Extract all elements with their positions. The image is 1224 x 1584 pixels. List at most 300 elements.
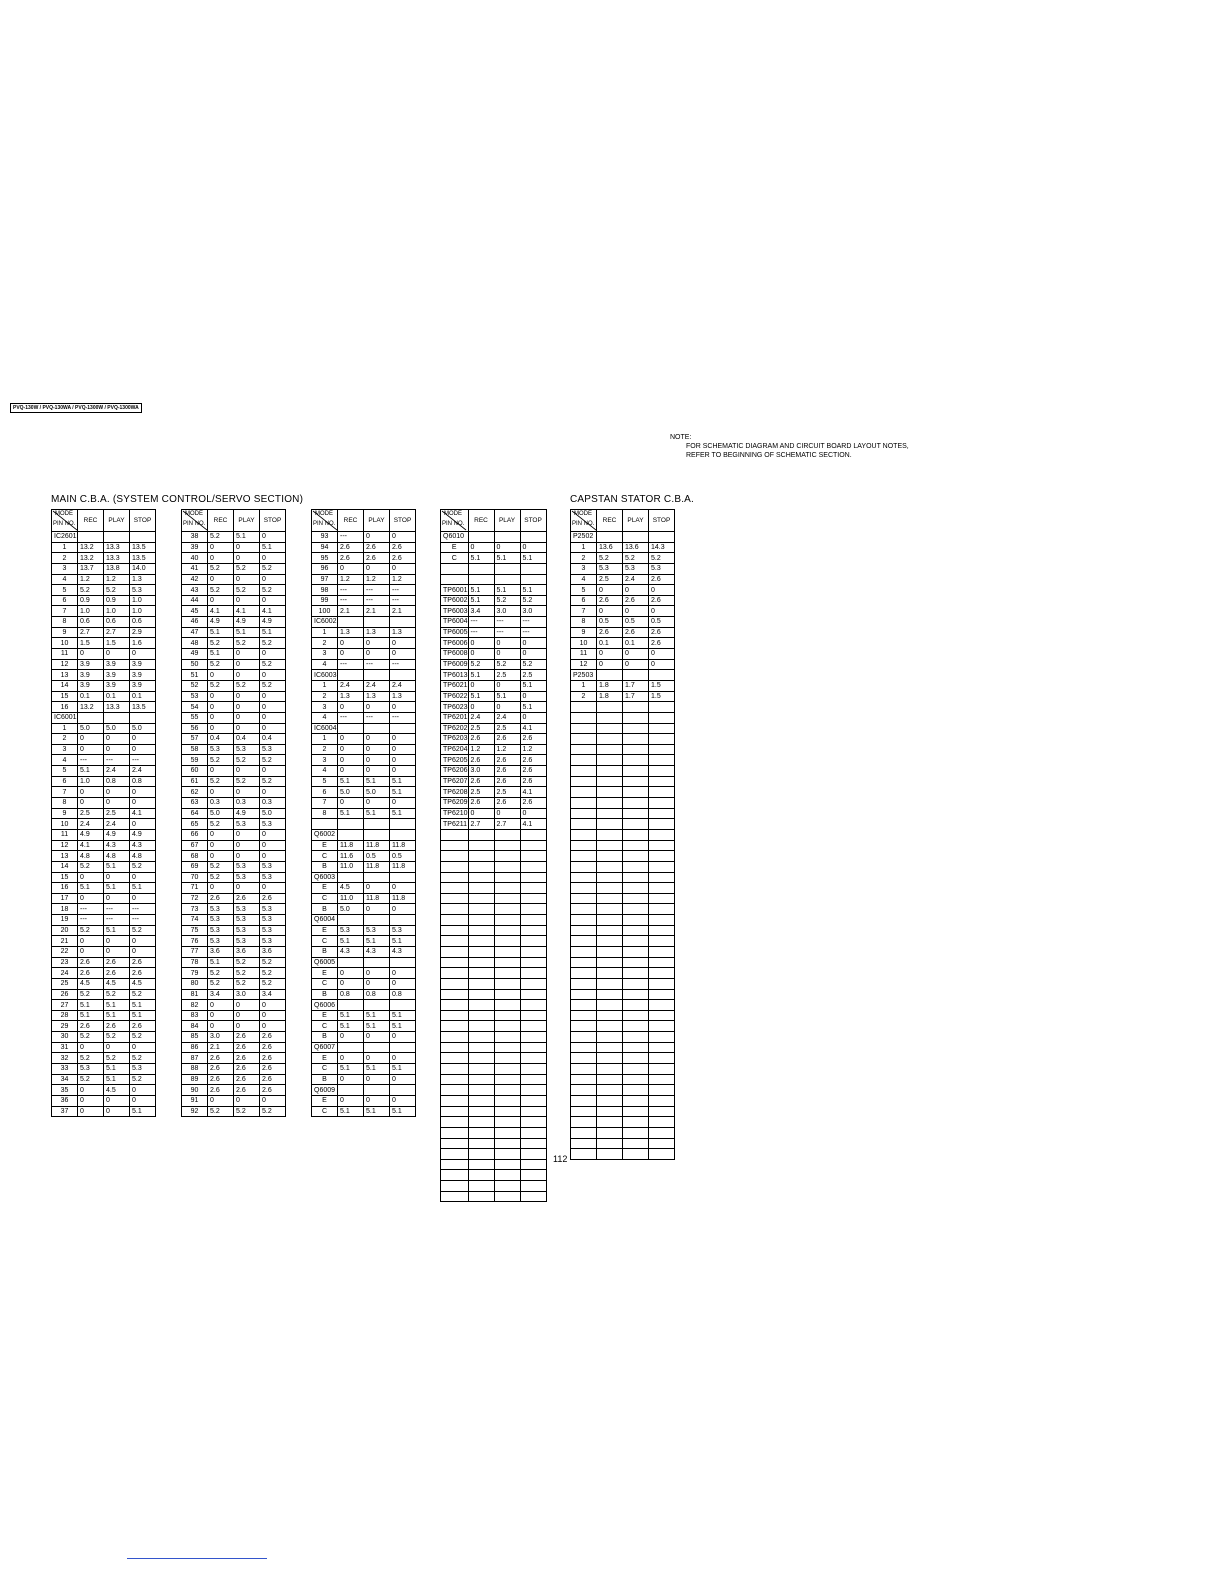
stop-value: --- bbox=[130, 915, 156, 926]
empty-cell bbox=[441, 989, 469, 1000]
pin-cell: 38 bbox=[182, 532, 208, 543]
rec-value: 5.1 bbox=[78, 1000, 104, 1011]
rec-value: 5.3 bbox=[208, 936, 234, 947]
table-row bbox=[182, 766, 286, 777]
play-value: 2.5 bbox=[494, 670, 520, 681]
stop-value: 0 bbox=[260, 595, 286, 606]
pin-cell: TP6005 bbox=[441, 627, 469, 638]
table-row bbox=[52, 649, 156, 660]
empty-cell bbox=[468, 1106, 494, 1117]
empty-cell bbox=[441, 1074, 469, 1085]
stop-value: 0 bbox=[130, 787, 156, 798]
table-row bbox=[52, 1053, 156, 1064]
empty-cell bbox=[597, 851, 623, 862]
rec-value: 3.4 bbox=[208, 989, 234, 1000]
pin-cell: 70 bbox=[182, 872, 208, 883]
table-row bbox=[571, 585, 675, 596]
table-row bbox=[441, 766, 547, 777]
empty-cell bbox=[338, 1042, 364, 1053]
empty-cell bbox=[649, 1053, 675, 1064]
empty-cell bbox=[649, 1021, 675, 1032]
stop-value: 0 bbox=[260, 1010, 286, 1021]
play-value: 2.6 bbox=[494, 755, 520, 766]
pin-cell: 13 bbox=[52, 670, 78, 681]
stop-value: 0 bbox=[390, 563, 416, 574]
play-value: 2.7 bbox=[494, 819, 520, 830]
stop-value: 0 bbox=[130, 1095, 156, 1106]
stop-value: 3.9 bbox=[130, 659, 156, 670]
pin-cell: 2 bbox=[52, 553, 78, 564]
table-row bbox=[441, 776, 547, 787]
pin-cell: 15 bbox=[52, 691, 78, 702]
play-value: 5.2 bbox=[234, 585, 260, 596]
rec-value: 0 bbox=[208, 553, 234, 564]
pin-cell: 34 bbox=[52, 1074, 78, 1085]
empty-cell bbox=[468, 532, 494, 543]
stop-value: 5.3 bbox=[260, 925, 286, 936]
stop-value: 1.0 bbox=[130, 595, 156, 606]
empty-cell bbox=[441, 851, 469, 862]
empty-cell bbox=[597, 936, 623, 947]
empty-cell bbox=[571, 1074, 597, 1085]
empty-cell bbox=[623, 670, 649, 681]
empty-cell bbox=[649, 1095, 675, 1106]
stop-value: 0 bbox=[260, 702, 286, 713]
empty-cell bbox=[441, 1053, 469, 1064]
empty-cell bbox=[571, 915, 597, 926]
table-row bbox=[312, 532, 416, 543]
play-value: 5.3 bbox=[234, 915, 260, 926]
table-row bbox=[312, 872, 416, 883]
table-row bbox=[182, 925, 286, 936]
rec-value: 0 bbox=[338, 744, 364, 755]
pin-cell: TP6022 bbox=[441, 691, 469, 702]
rec-value: 0 bbox=[468, 808, 494, 819]
play-value: 0 bbox=[494, 702, 520, 713]
pin-cell: 95 bbox=[312, 553, 338, 564]
empty-cell bbox=[597, 925, 623, 936]
stop-value: 0 bbox=[260, 670, 286, 681]
model-list: PVQ-130W / PVQ-130WA / PVQ-1300W / PVQ-1300WA bbox=[10, 403, 142, 413]
table-row bbox=[571, 553, 675, 564]
empty-cell bbox=[571, 1032, 597, 1043]
pin-cell: 14 bbox=[52, 680, 78, 691]
empty-cell bbox=[364, 829, 390, 840]
rec-value: 2.6 bbox=[338, 542, 364, 553]
pin-cell: E bbox=[312, 1095, 338, 1106]
table-row bbox=[571, 755, 675, 766]
empty-cell bbox=[597, 808, 623, 819]
stop-value: 2.6 bbox=[130, 968, 156, 979]
header-stop: STOP bbox=[260, 510, 286, 532]
pin-no-label: PIN NO. bbox=[53, 521, 76, 527]
rec-value: 0 bbox=[208, 691, 234, 702]
empty-cell bbox=[338, 915, 364, 926]
table-row bbox=[182, 712, 286, 723]
table-row bbox=[52, 606, 156, 617]
pin-cell: 4 bbox=[571, 574, 597, 585]
empty-cell bbox=[494, 1191, 520, 1202]
table-row bbox=[571, 1042, 675, 1053]
play-value: 0 bbox=[364, 904, 390, 915]
table-row bbox=[441, 861, 547, 872]
empty-cell bbox=[441, 1000, 469, 1011]
stop-value: 0.6 bbox=[130, 617, 156, 628]
table-row bbox=[571, 563, 675, 574]
play-value: 0 bbox=[234, 691, 260, 702]
table-row bbox=[441, 893, 547, 904]
pin-cell: 5 bbox=[571, 585, 597, 596]
empty-cell bbox=[597, 861, 623, 872]
mode-pin-header bbox=[182, 510, 208, 532]
header-rec: REC bbox=[208, 510, 234, 532]
empty-cell bbox=[520, 946, 546, 957]
empty-cell bbox=[623, 1032, 649, 1043]
rec-value: --- bbox=[78, 904, 104, 915]
table-row bbox=[52, 1085, 156, 1096]
rec-value: 5.2 bbox=[208, 819, 234, 830]
stop-value: 0 bbox=[260, 649, 286, 660]
play-value: 5.2 bbox=[104, 1032, 130, 1043]
play-value: 2.6 bbox=[364, 542, 390, 553]
empty-cell bbox=[571, 1010, 597, 1021]
play-value: 0 bbox=[234, 883, 260, 894]
pin-cell: 11 bbox=[571, 649, 597, 660]
pin-cell: 5 bbox=[312, 776, 338, 787]
table-row bbox=[182, 617, 286, 628]
play-value: --- bbox=[104, 755, 130, 766]
play-value: 0 bbox=[234, 702, 260, 713]
stop-value: 4.3 bbox=[390, 946, 416, 957]
rec-value: 5.3 bbox=[208, 904, 234, 915]
play-value: 4.5 bbox=[104, 978, 130, 989]
play-value: 5.3 bbox=[364, 925, 390, 936]
stop-value: 2.6 bbox=[390, 553, 416, 564]
stop-value: 0 bbox=[390, 1095, 416, 1106]
empty-cell bbox=[571, 893, 597, 904]
pin-cell: 31 bbox=[52, 1042, 78, 1053]
table-row bbox=[571, 1127, 675, 1138]
play-value: 13.3 bbox=[104, 553, 130, 564]
pin-cell: 7 bbox=[52, 606, 78, 617]
table-row bbox=[312, 542, 416, 553]
empty-cell bbox=[571, 883, 597, 894]
rec-value: 1.8 bbox=[597, 691, 623, 702]
empty-cell bbox=[571, 989, 597, 1000]
pin-cell: 53 bbox=[182, 691, 208, 702]
play-value: 2.6 bbox=[494, 734, 520, 745]
empty-cell bbox=[597, 904, 623, 915]
empty-cell bbox=[390, 1000, 416, 1011]
table-row bbox=[182, 606, 286, 617]
rec-value: 0 bbox=[338, 798, 364, 809]
rec-value: 5.2 bbox=[468, 659, 494, 670]
rec-value: 0 bbox=[208, 574, 234, 585]
empty-cell bbox=[494, 1074, 520, 1085]
stop-value: 0 bbox=[260, 532, 286, 543]
table-row bbox=[312, 904, 416, 915]
table-row bbox=[571, 872, 675, 883]
pin-cell: TP6207 bbox=[441, 776, 469, 787]
rec-value: 5.2 bbox=[208, 563, 234, 574]
pin-cell: 63 bbox=[182, 798, 208, 809]
stop-value: 0 bbox=[520, 691, 546, 702]
rec-value: --- bbox=[338, 659, 364, 670]
table-row bbox=[52, 883, 156, 894]
empty-cell bbox=[468, 1074, 494, 1085]
play-value: 0 bbox=[364, 1053, 390, 1064]
rec-value: 0 bbox=[208, 1021, 234, 1032]
stop-value: 4.9 bbox=[130, 829, 156, 840]
empty-cell bbox=[494, 1181, 520, 1192]
table-row bbox=[441, 649, 547, 660]
play-value: 5.3 bbox=[234, 861, 260, 872]
table-row bbox=[182, 840, 286, 851]
play-value: --- bbox=[364, 595, 390, 606]
table-row bbox=[52, 1095, 156, 1106]
empty-cell bbox=[597, 1021, 623, 1032]
stop-value: 4.1 bbox=[520, 819, 546, 830]
play-value: 2.6 bbox=[234, 1074, 260, 1085]
empty-cell bbox=[494, 989, 520, 1000]
rec-value: 0.6 bbox=[78, 617, 104, 628]
pin-cell: E bbox=[312, 925, 338, 936]
table-row bbox=[441, 829, 547, 840]
stop-value: 3.9 bbox=[130, 670, 156, 681]
play-value: 4.9 bbox=[104, 829, 130, 840]
table-row bbox=[441, 819, 547, 830]
empty-cell bbox=[494, 946, 520, 957]
stop-value: 2.6 bbox=[260, 1053, 286, 1064]
stop-value: 2.1 bbox=[390, 606, 416, 617]
empty-cell bbox=[441, 915, 469, 926]
pin-cell: 10 bbox=[52, 638, 78, 649]
rec-value: 2.1 bbox=[208, 1042, 234, 1053]
rec-value: 2.7 bbox=[78, 627, 104, 638]
table-row bbox=[52, 680, 156, 691]
stop-value: 5.2 bbox=[130, 925, 156, 936]
stop-value: 5.1 bbox=[390, 1064, 416, 1075]
pin-cell: 73 bbox=[182, 904, 208, 915]
table-row bbox=[441, 712, 547, 723]
play-value: 0 bbox=[364, 1074, 390, 1085]
play-value: 0.8 bbox=[364, 989, 390, 1000]
stop-value: 2.6 bbox=[649, 638, 675, 649]
pin-cell: 20 bbox=[52, 925, 78, 936]
play-value: 0 bbox=[234, 787, 260, 798]
stop-value: 3.4 bbox=[260, 989, 286, 1000]
stop-value: 0 bbox=[130, 1042, 156, 1053]
table-row bbox=[441, 702, 547, 713]
rec-value: 2.6 bbox=[597, 595, 623, 606]
table-row bbox=[312, 968, 416, 979]
rec-value: 1.8 bbox=[597, 680, 623, 691]
table-row bbox=[571, 1000, 675, 1011]
pin-cell: 68 bbox=[182, 851, 208, 862]
empty-cell bbox=[571, 1000, 597, 1011]
empty-cell bbox=[494, 957, 520, 968]
table-row bbox=[312, 851, 416, 862]
play-value: 2.6 bbox=[234, 1085, 260, 1096]
rec-value: 1.2 bbox=[78, 574, 104, 585]
stop-value: 5.3 bbox=[260, 936, 286, 947]
table-row bbox=[571, 787, 675, 798]
header-play: PLAY bbox=[234, 510, 260, 532]
empty-cell bbox=[623, 819, 649, 830]
play-value: 0 bbox=[104, 872, 130, 883]
header-play: PLAY bbox=[364, 510, 390, 532]
stop-value: 0 bbox=[649, 585, 675, 596]
empty-cell bbox=[623, 532, 649, 543]
table-row bbox=[182, 755, 286, 766]
play-value: 11.8 bbox=[364, 893, 390, 904]
rec-value: 5.1 bbox=[468, 553, 494, 564]
play-value: 0.1 bbox=[623, 638, 649, 649]
pin-cell: C bbox=[312, 1064, 338, 1075]
empty-cell bbox=[597, 755, 623, 766]
play-value: --- bbox=[494, 627, 520, 638]
pin-cell: 4 bbox=[312, 712, 338, 723]
empty-cell bbox=[441, 840, 469, 851]
empty-cell bbox=[338, 1085, 364, 1096]
empty-cell bbox=[494, 872, 520, 883]
table-row bbox=[571, 595, 675, 606]
pin-cell: 16 bbox=[52, 883, 78, 894]
empty-cell bbox=[494, 1159, 520, 1170]
empty-cell bbox=[623, 904, 649, 915]
rec-value: 2.6 bbox=[468, 776, 494, 787]
rec-value: 5.2 bbox=[78, 1074, 104, 1085]
stop-value: 4.1 bbox=[520, 787, 546, 798]
stop-value: 0 bbox=[260, 1000, 286, 1011]
rec-value: 1.0 bbox=[78, 776, 104, 787]
table-row bbox=[312, 734, 416, 745]
empty-cell bbox=[494, 861, 520, 872]
table-row bbox=[571, 798, 675, 809]
empty-cell bbox=[649, 1000, 675, 1011]
empty-cell bbox=[494, 1138, 520, 1149]
table-row bbox=[312, 638, 416, 649]
table-row bbox=[571, 659, 675, 670]
empty-cell bbox=[468, 893, 494, 904]
play-value: 13.6 bbox=[623, 542, 649, 553]
empty-cell bbox=[441, 904, 469, 915]
empty-cell bbox=[441, 957, 469, 968]
pin-cell: E bbox=[312, 840, 338, 851]
pin-cell: 82 bbox=[182, 1000, 208, 1011]
table-row bbox=[52, 1032, 156, 1043]
empty-cell bbox=[597, 915, 623, 926]
stop-value: 5.1 bbox=[130, 1000, 156, 1011]
pin-cell: 66 bbox=[182, 829, 208, 840]
stop-value: 0 bbox=[390, 744, 416, 755]
rec-value: 0 bbox=[338, 1032, 364, 1043]
empty-cell bbox=[649, 1127, 675, 1138]
link-underline bbox=[127, 1558, 267, 1559]
table-row bbox=[441, 840, 547, 851]
rec-value: 4.8 bbox=[78, 851, 104, 862]
empty-cell bbox=[649, 734, 675, 745]
table-row bbox=[312, 957, 416, 968]
empty-cell bbox=[649, 872, 675, 883]
play-value: 2.5 bbox=[494, 723, 520, 734]
empty-cell bbox=[520, 532, 546, 543]
rec-value: 5.2 bbox=[78, 585, 104, 596]
play-value: 0 bbox=[234, 1095, 260, 1106]
empty-cell bbox=[520, 1021, 546, 1032]
pin-cell: 11 bbox=[52, 829, 78, 840]
play-value: 0 bbox=[364, 649, 390, 660]
stop-value: 0 bbox=[130, 649, 156, 660]
play-value: 2.4 bbox=[104, 819, 130, 830]
empty-cell bbox=[494, 851, 520, 862]
table-row bbox=[312, 883, 416, 894]
rec-value: 5.0 bbox=[338, 904, 364, 915]
stop-value: 0 bbox=[260, 883, 286, 894]
empty-cell bbox=[649, 883, 675, 894]
table-row bbox=[52, 585, 156, 596]
play-value: 5.3 bbox=[623, 563, 649, 574]
empty-cell bbox=[597, 978, 623, 989]
play-value: 4.1 bbox=[234, 606, 260, 617]
table-row bbox=[182, 819, 286, 830]
table-row bbox=[441, 1032, 547, 1043]
pin-cell: TP6003 bbox=[441, 606, 469, 617]
stop-value: 0 bbox=[390, 883, 416, 894]
empty-cell bbox=[338, 723, 364, 734]
rec-value: 0 bbox=[208, 670, 234, 681]
stop-value: 2.6 bbox=[390, 542, 416, 553]
play-value: 5.2 bbox=[234, 680, 260, 691]
stop-value: --- bbox=[520, 627, 546, 638]
rec-value: 2.4 bbox=[468, 712, 494, 723]
empty-cell bbox=[494, 563, 520, 574]
empty-cell bbox=[520, 840, 546, 851]
table-row bbox=[312, 925, 416, 936]
table-row bbox=[441, 946, 547, 957]
table-row bbox=[571, 574, 675, 585]
empty-cell bbox=[468, 936, 494, 947]
note-line-1: FOR SCHEMATIC DIAGRAM AND CIRCUIT BOARD LAYOUT NOTES, bbox=[686, 443, 909, 450]
play-value: 5.1 bbox=[364, 1010, 390, 1021]
empty-cell bbox=[338, 670, 364, 681]
empty-cell bbox=[364, 617, 390, 628]
pin-cell: 14 bbox=[52, 861, 78, 872]
rec-value: 4.3 bbox=[338, 946, 364, 957]
table-row bbox=[571, 1106, 675, 1117]
pin-cell: C bbox=[312, 893, 338, 904]
table-row bbox=[312, 1010, 416, 1021]
stop-value: 0 bbox=[390, 978, 416, 989]
table-row bbox=[52, 915, 156, 926]
pin-cell: 77 bbox=[182, 946, 208, 957]
table-row bbox=[52, 925, 156, 936]
rec-value: 2.6 bbox=[78, 968, 104, 979]
rec-value: 0 bbox=[208, 1000, 234, 1011]
empty-cell bbox=[649, 978, 675, 989]
empty-cell bbox=[571, 755, 597, 766]
rec-value: 2.5 bbox=[468, 787, 494, 798]
empty-cell bbox=[571, 787, 597, 798]
play-value: 0.5 bbox=[364, 851, 390, 862]
empty-cell bbox=[338, 1000, 364, 1011]
table-row bbox=[441, 798, 547, 809]
empty-cell bbox=[494, 574, 520, 585]
table-row bbox=[52, 808, 156, 819]
empty-cell bbox=[571, 1021, 597, 1032]
pin-cell: 41 bbox=[182, 563, 208, 574]
empty-cell bbox=[494, 1117, 520, 1128]
